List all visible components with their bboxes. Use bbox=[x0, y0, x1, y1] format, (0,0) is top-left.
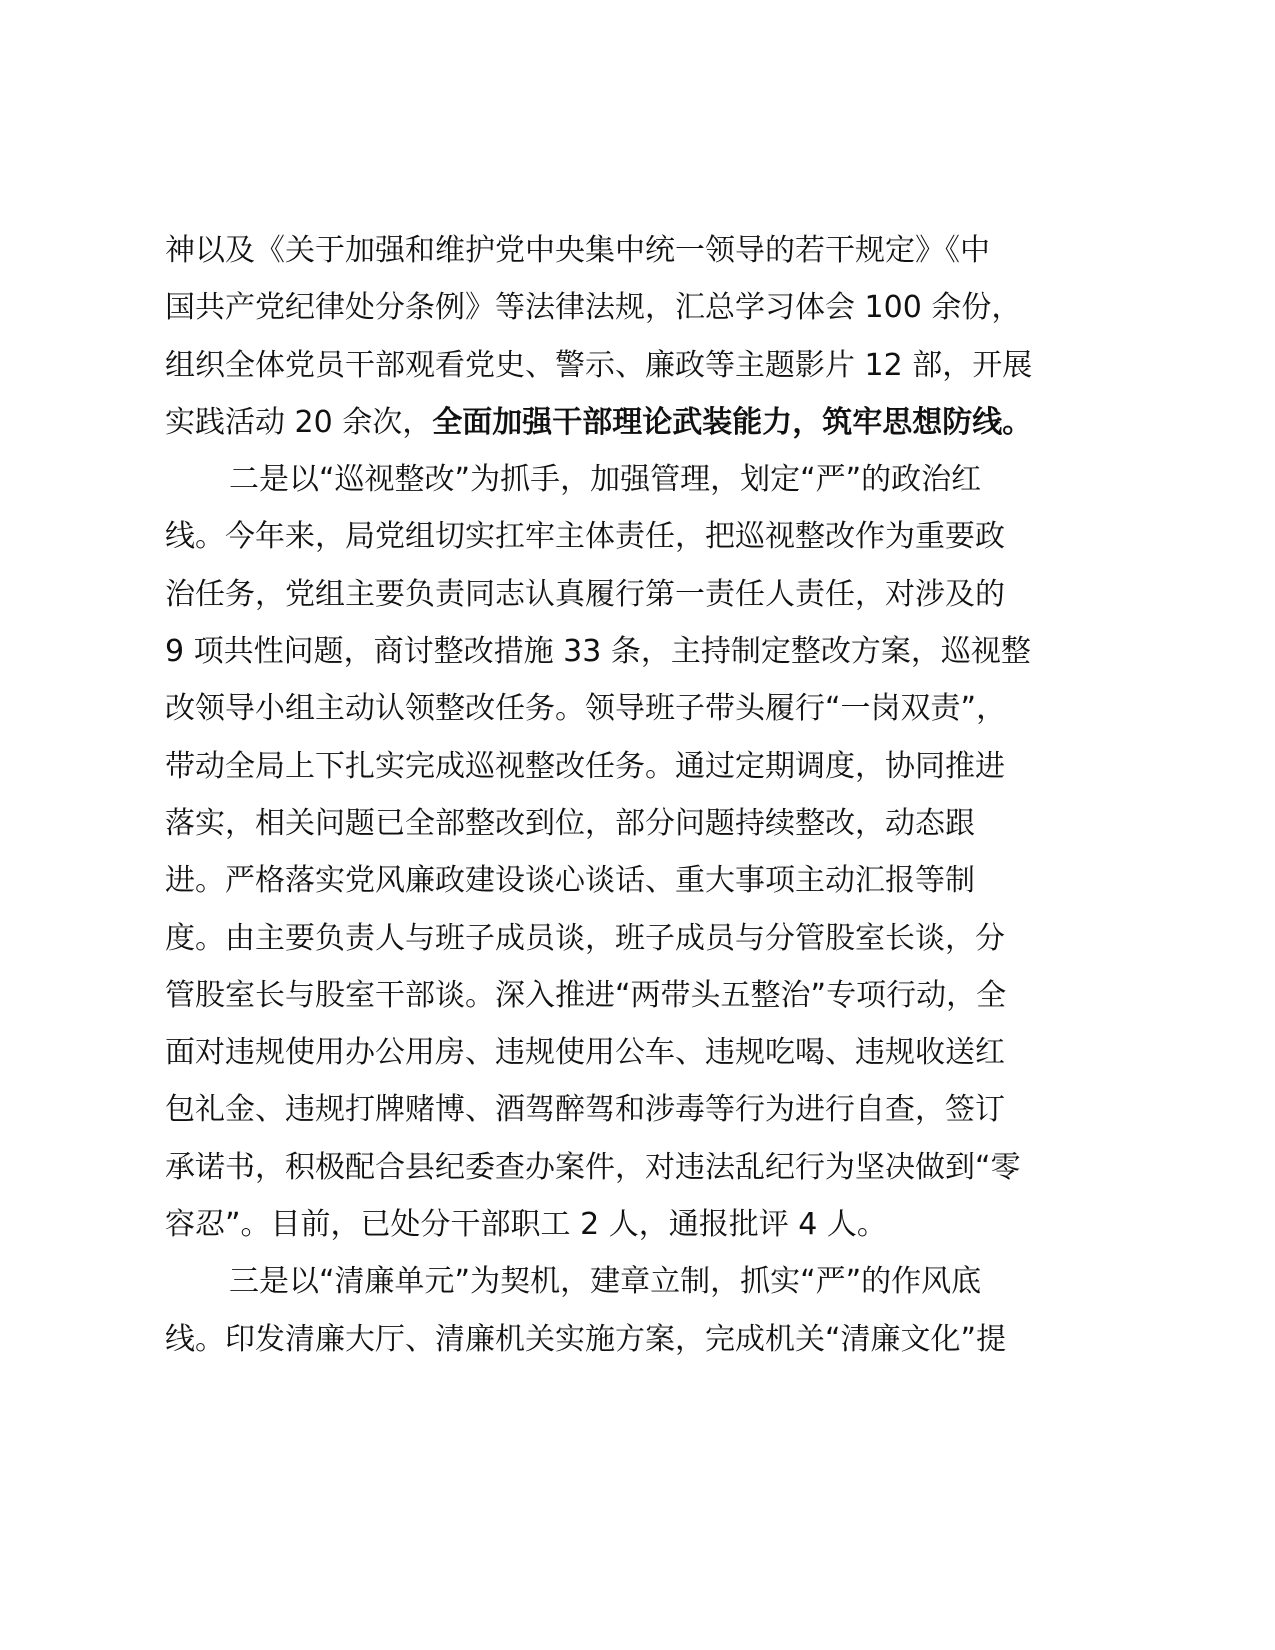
paragraph bbox=[165, 1253, 1125, 1368]
text-line: 线。今年来，局党组切实扛牢主体责任，把巡视整改作为重要政 bbox=[165, 519, 1005, 555]
document-body bbox=[165, 222, 1125, 1368]
paragraph bbox=[165, 222, 1125, 451]
text-line: 容忍”。目前，已处分干部职工 2 人，通报批评 4 人。 bbox=[165, 1207, 887, 1243]
text-line: 国共产党纪律处分条例》等法律法规，汇总学习体会 100 余份， bbox=[165, 290, 1022, 326]
text-line: 线。印发清廉大厅、清廉机关实施方案，完成机关“清廉文化”提 bbox=[165, 1321, 1007, 1357]
text-line: 管股室长与股室干部谈。深入推进“两带头五整治”专项行动，全 bbox=[165, 977, 1007, 1013]
text-line: 面对违规使用办公用房、违规使用公车、违规吃喝、违规收送红 bbox=[165, 1035, 1005, 1071]
text-line bbox=[165, 394, 1125, 451]
text-line: 9 项共性问题，商讨整改措施 33 条，主持制定整改方案，巡视整 bbox=[165, 634, 1031, 670]
text-line: 承诺书，积极配合县纪委查办案件，对违法乱纪行为坚决做到“零 bbox=[165, 1149, 1021, 1185]
text-line: 组织全体党员干部观看党史、警示、廉政等主题影片 12 部，开展 bbox=[165, 347, 1033, 383]
text-line: 二是以“巡视整改”为抓手，加强管理，划定“严”的政治红 bbox=[229, 462, 982, 498]
text-line: 进。严格落实党风廉政建设谈心谈话、重大事项主动汇报等制 bbox=[165, 863, 975, 899]
text-line: 改领导小组主动认领整改任务。领导班子带头履行“一岗双责”， bbox=[165, 691, 1007, 727]
bold-text-segment: 全面加强干部理论武装能力，筑牢思想防线。 bbox=[432, 404, 1033, 440]
text-segment: 实践活动 20 余次， bbox=[165, 404, 433, 440]
text-line: 落实，相关问题已全部整改到位，部分问题持续整改，动态跟 bbox=[165, 805, 975, 841]
text-line: 三是以“清廉单元”为契机，建章立制，抓实“严”的作风底 bbox=[229, 1264, 982, 1300]
text-line: 包礼金、违规打牌赌博、酒驾醉驾和涉毒等行为进行自查，签订 bbox=[165, 1092, 1005, 1128]
paragraph bbox=[165, 451, 1125, 1253]
text-line: 治任务，党组主要负责同志认真履行第一责任人责任，对涉及的 bbox=[165, 576, 1005, 612]
text-line: 神以及《关于加强和维护党中央集中统一领导的若干规定》《中 bbox=[165, 233, 990, 268]
text-line: 度。由主要负责人与班子成员谈，班子成员与分管股室长谈，分 bbox=[165, 920, 1005, 956]
text-line: 带动全局上下扎实完成巡视整改任务。通过定期调度，协同推进 bbox=[165, 748, 1005, 784]
